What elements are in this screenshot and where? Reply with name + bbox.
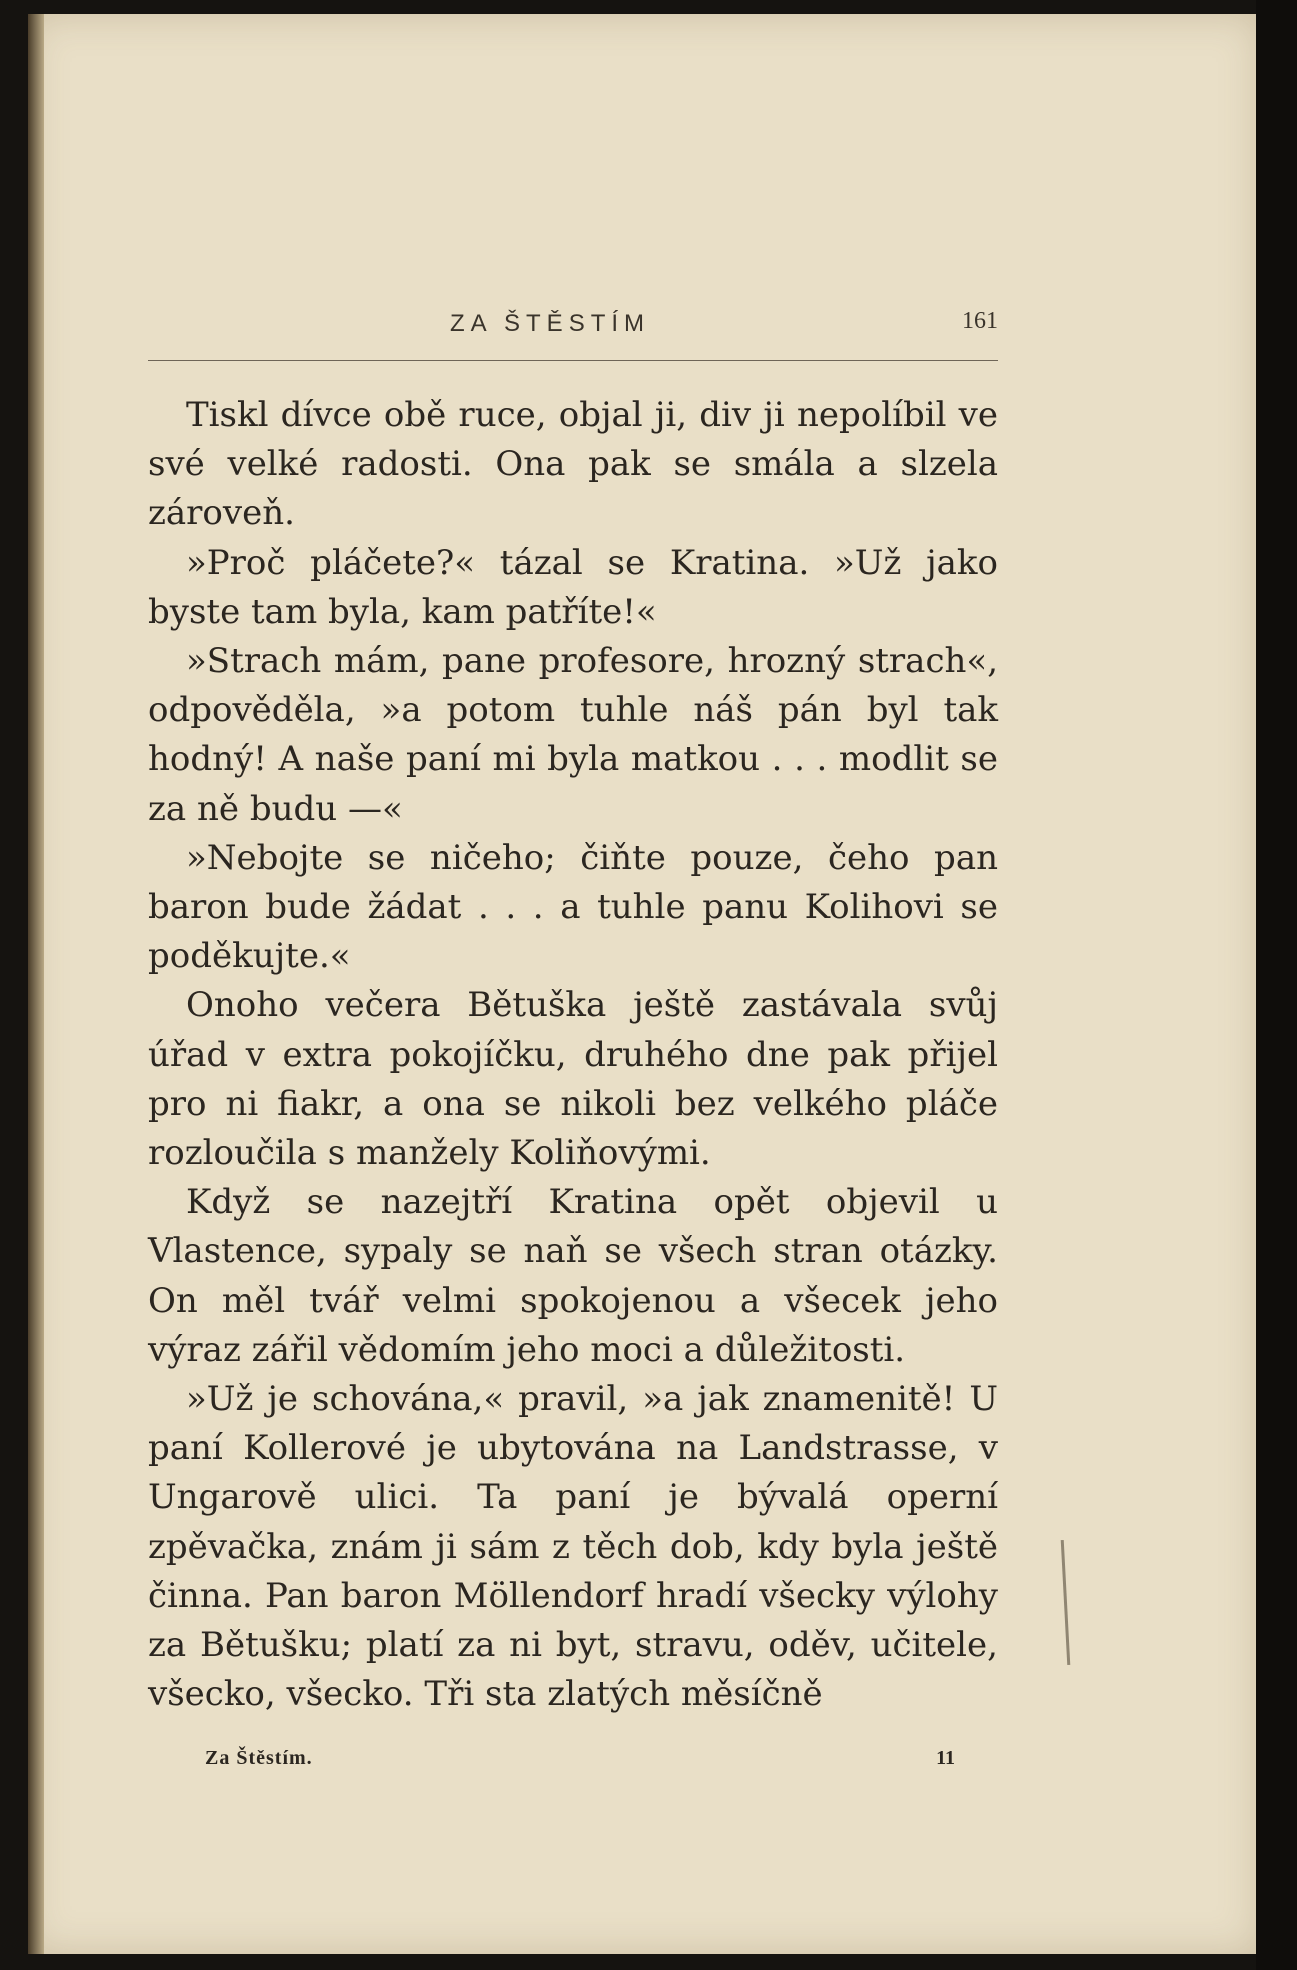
body-text bbox=[148, 391, 998, 1719]
page-header bbox=[148, 300, 998, 361]
paragraph: »Nebojte se ničeho; čiňte pouze, čeho pan baron bude žádat . . . a tuhle panu Kolihovi se poděkujte.« bbox=[148, 837, 998, 977]
paragraph: Onoho večera Bětuška ještě zastávala svůj úřad v extra pokojíčku, druhého dne pak přijel pro ni fiakr, a ona se nikoli bez velkého pláče rozloučila s manžely Koliňovými. bbox=[148, 985, 998, 1174]
sheet-number: 11 bbox=[936, 1747, 955, 1769]
page-footer bbox=[205, 1747, 955, 1787]
signature-mark: Za Štěstím. bbox=[205, 1747, 313, 1769]
paragraph: »Strach mám, pane profesore, hrozný strach«, odpověděla, »a potom tuhle náš pán byl tak hodný! A naše paní mi byla matkou . . . modlit se za ně budu —« bbox=[148, 641, 998, 829]
paragraph: Tiskl dívce obě ruce, objal ji, div ji nepolíbil ve své velké radosti. Ona pak se smála a slzela zároveň. bbox=[148, 395, 998, 534]
page-number: 161 bbox=[962, 308, 998, 334]
running-title: ZA ŠTĚSTÍM bbox=[450, 310, 651, 337]
paragraph: Když se nazejtří Kratina opět objevil u Vlastence, sypaly se naň se všech stran otázky. On měl tvář velmi spokojenou a všecek jeho výraz zářil vědomím jeho moci a důležitosti. bbox=[148, 1182, 998, 1370]
paragraph: »Proč pláčete?« tázal se Kratina. »Už jako byste tam byla, kam patříte!« bbox=[148, 542, 998, 632]
paragraph: »Už je schována,« pravil, »a jak znamenitě! U paní Kollerové je ubytována na Landstrasse, v Ungarově ulici. Ta paní je bývalá operní zpěvačka, znám ji sám z těch dob, kdy byla ještě činna. Pan baron Möllendorf hradí všecky výlohy za Bětušku; platí za ni byt, stravu, oděv, učitele, všecko, všecko. Tři sta zlatých měsíčně bbox=[148, 1379, 998, 1715]
page-edge-shadow bbox=[1256, 0, 1297, 1970]
book-spine bbox=[28, 14, 44, 1954]
text-block bbox=[148, 300, 998, 1719]
